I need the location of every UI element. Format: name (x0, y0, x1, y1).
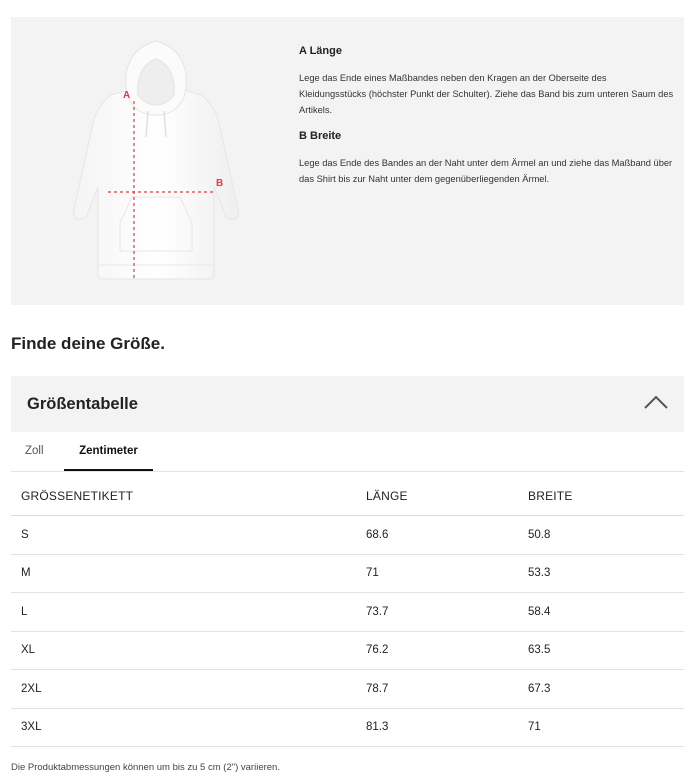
tab-zoll[interactable]: Zoll (25, 445, 44, 457)
size-chart-accordion-header[interactable] (11, 376, 684, 432)
length-title: A Länge (299, 45, 342, 57)
size-cell: 2XL (11, 670, 356, 709)
header-size-label: GRÖSSENETIKETT (11, 476, 356, 516)
measurement-variance-note: Die Produktabmessungen können um bis zu 5 cm (2") variieren. (11, 762, 280, 773)
width-cell: 58.4 (518, 593, 684, 632)
measurement-guide (11, 17, 684, 305)
header-width: BREITE (518, 476, 684, 516)
length-cell: 78.7 (356, 670, 518, 709)
hoodie-image (56, 37, 256, 299)
width-description: Lege das Ende des Bandes an der Naht unter dem Ärmel an und ziehe das Maßband über das Shirt bis zur Naht unter dem gegenüberliegenden Ärmel. (299, 158, 673, 184)
table-header-row (11, 476, 684, 516)
size-cell: L (11, 593, 356, 632)
unit-tabs (11, 432, 684, 472)
width-cell: 63.5 (518, 631, 684, 670)
width-cell: 50.8 (518, 516, 684, 555)
size-cell: 3XL (11, 708, 356, 747)
marker-a-label: A (123, 90, 131, 101)
length-cell: 76.2 (356, 631, 518, 670)
find-size-title: Finde deine Größe. (11, 334, 165, 353)
tab-zentimeter[interactable]: Zentimeter (64, 432, 153, 471)
length-description: Lege das Ende eines Maßbandes neben den Kragen an der Oberseite des Kleidungsstücks (höchster Punkt der Schulter). Ziehe das Band bis zum unteren Saum des Artikels. (299, 73, 674, 115)
width-cell: 53.3 (518, 554, 684, 593)
table-row (11, 516, 684, 555)
size-cell: M (11, 554, 356, 593)
width-title: B Breite (299, 130, 342, 142)
length-cell: 68.6 (356, 516, 518, 555)
length-cell: 71 (356, 554, 518, 593)
table-row (11, 670, 684, 709)
table-row (11, 593, 684, 632)
width-cell: 67.3 (518, 670, 684, 709)
size-cell: XL (11, 631, 356, 670)
table-row (11, 708, 684, 747)
width-cell: 71 (518, 708, 684, 747)
table-row (11, 554, 684, 593)
length-cell: 73.7 (356, 593, 518, 632)
marker-b-label: B (216, 178, 224, 189)
size-table (11, 476, 684, 747)
chevron-up-icon[interactable] (643, 394, 669, 410)
size-chart-title: Größentabelle (27, 395, 138, 413)
header-length: LÄNGE (356, 476, 518, 516)
size-cell: S (11, 516, 356, 555)
table-row (11, 631, 684, 670)
measurement-instructions (299, 45, 674, 199)
hoodie-diagram (56, 37, 256, 299)
length-cell: 81.3 (356, 708, 518, 747)
